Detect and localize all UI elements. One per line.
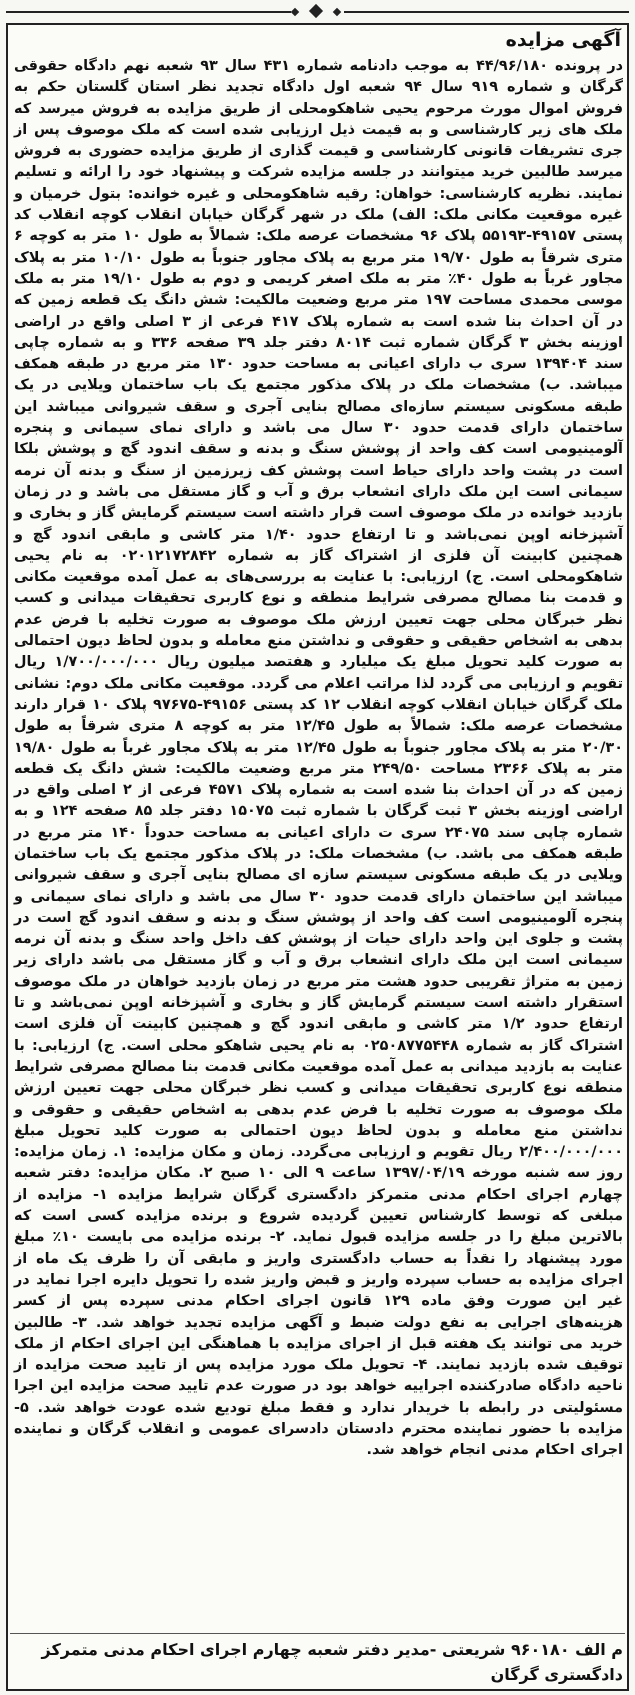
notice-body: در پرونده ۴۴/۹۶/۱۸۰ به موجب دادنامه شماره ۴۳۱ سال ۹۳ شعبه نهم دادگاه حقوقی گرگان و شماره ۹۱۹ سال ۹۴ شعبه اول دادگاه تجدید نظر استان گلستان حکم به فروش اموال مورث مرحوم یحیی شاهکومحلی از طریق مزایده به فروش میرسد که ملک های زیر کارشناسی و به قیمت ذیل ارزیابی شده است که ملک موصوف پس از جری تشریفات قانونی کارشناسی و قیمت گذاری از طریق مزایده حضوری به فروش میرسد طالبین خرید میتوانند در جلسه مزایده شرکت و پیشنهاد خود را ارائه و تسلیم نمایند. نظریه کارشناسی: خواهان: رقیه شاهکومحلی و غیره خوانده: بتول خرمیان و غیره موقعیت مکانی ملک: الف) ملک در شهر گرگان خیابان انقلاب کوچه انقلاب کد پستی ۴۹۱۵۷-۵۵۱۹۳ پلاک ۹۶ مشخصات عرصه ملک: شمالاً به طول ۱۰ متر به کوچه ۶ متری شرقاً به طول ۱۹/۷۰ متر مربع به پلاک مجاور جنوباً به طول ۱۰/۱۰ متر به پلاک مجاور غرباً به طول ۴۰٪ متر به ملک اصغر کریمی و دوم به طول ۱۹/۱۰ متر به ملک موسی محمدی مساحت ۱۹۷ متر مربع وضعیت مالکیت: شش دانگ یک قطعه زمین که در آن احداث بنا شده است به شماره پلاک ۴۱۷ فرعی از ۳ اصلی واقع در اراضی اوزینه بخش ۳ گرگان شماره ثبت ۸۰۱۴ دفتر جلد ۳۹ صفحه ۳۳۶ و به شماره چاپی سند ۱۳۹۴۰۴ سری ب دارای اعیانی به مساحت حدود ۱۳۰ متر مربع در طبقه همکف میباشد. ب) مشخصات ملک در پلاک مذکور مجتمع یک باب ساختمان ویلایی در یک طبقه مسکونی سیستم سازه‌ای مصالح بنایی آجری و سقف شیروانی میباشد این ساختمان دارای قدمت حدود ۳۰ سال می باشد و دارای نمای سیمانی و پنجره آلومینیومی است کف واحد از پوشش سنگ و بدنه و سقف اندود گچ و پوشش بلکا است در پشت واحد دارای حیاط است پوشش کف زیرزمین از سنگ و بدنه آن نرمه سیمانی است این ملک دارای انشعاب برق و آب و گاز مستقل می باشد و در زمان بازدید خوانده در ملک موصوف است قرار داشته است سیستم گرمایش گاز و بخاری و آشپزخانه اوپن نمی‌باشد و تا ارتفاع حدود ۱/۴۰ متر کاشی و مابقی اندود گچ و همچنین کابینت آن فلزی از اشتراک گاز به شماره ۰۲۰۱۲۱۷۲۸۴۲ به نام یحیی شاهکومحلی است. ج) ارزیابی: با عنایت به بررسی‌های به عمل آمده موقعیت مکانی و قدمت بنا مصالح مصرفی شرایط منطقه و نوع کاربری تحقیقات میدانی و کسب نظر خبرگان محلی جهت تعیین ارزش ملک موصوف به صورت تخلیه با فرض عدم بدهی به اشخاص حقیقی و حقوقی و نداشتن منع معامله و بدون لحاظ دیون احتمالی به صورت کلید تحویل مبلغ یک میلیارد و هفتصد میلیون ریال ۱/۷۰۰/۰۰۰/۰۰۰ ریال تقویم و ارزیابی می گردد لذا مراتب اعلام می گردد. موقعیت مکانی ملک دوم: نشانی ملک گرگان خیابان انقلاب کوچه انقلاب ۱۲ کد پستی ۴۹۱۵۶-۹۷۶۷۵ پلاک ۱۰ قرار دارند مشخصات عرصه ملک: شمالاً به طول ۱۲/۴۵ متر به کوچه ۸ متری شرقاً به طول ۲۰/۳۰ متر به پلاک مجاور جنوباً به طول ۱۲/۴۵ متر به پلاک مجاور غرباً به طول ۱۹/۸۰ متر به پلاک ۲۳۶۶ مساحت ۲۴۹/۵۰ متر مربع وضعیت مالکیت: شش دانگ یک قطعه زمین که در آن احداث بنا شده است به شماره پلاک ۴۵۷۱ فرعی از ۲ اصلی واقع در اراضی اوزینه بخش ۳ ثبت گرگان با شماره ثبت ۱۵۰۷۵ دفتر جلد ۸۵ صفحه ۱۲۴ و به شماره چاپی سند ۲۴۰۷۵ سری ت دارای اعیانی به مساحت حدوداً ۱۴۰ متر مربع در طبقه همکف می باشد. ب) مشخصات ملک: در پلاک مذکور مجتمع یک باب ساختمان ویلایی در یک طبقه مسکونی سیستم سازه ای مصالح بنایی آجری و سقف شیروانی میباشد این ساختمان دارای قدمت حدود ۳۰ سال می باشد و دارای نمای سیمانی و پنجره آلومینیومی است کف واحد از پوشش سنگ و بدنه و سقف اندود گچ است در پشت و جلوی این واحد دارای حیات از پوشش کف داخل واحد سنگ و بدنه آن نرمه سیمانی است این ملک دارای انشعاب برق و آب و گاز مستقل می باشد دارای زیر زمین به متراژ تقریبی حدود هشت متر مربع در زمان بازدید خواهان در ملک موصوف استقرار داشته است سیستم گرمایش گاز و بخاری و آشپزخانه اوپن نمی‌باشد و تا ارتفاع حدود ۱/۲ متر کاشی و مابقی اندود گچ و همچنین کابینت آن فلزی است اشتراک گاز به شماره ۰۲۵۰۸۷۷۵۴۴۸ به نام یحیی شاهکو محلی است. ج) ارزیابی: با عنایت به بازدید میدانی به عمل آمده موقعیت مکانی قدمت بنا مصالح مصرفی شرایط منطقه نوع کاربری تحقیقات میدانی و کسب نظر خبرگان محلی جهت تعیین ارزش ملک موصوف به صورت تخلیه با فرض عدم بدهی به اشخاص حقیقی و حقوقی و نداشتن منع معامله و بدون لحاظ دیون احتمالی به صورت کلید تحویل مبلغ ۲/۴۰۰/۰۰۰/۰۰۰ ریال تقویم و ارزیابی می‌گردد. زمان و مکان مزایده: ۱. زمان مزایده: روز سه شنبه مورخه ۱۳۹۷/۰۴/۱۹ ساعت ۹ الی ۱۰ صبح ۲. مکان مزایده: دفتر شعبه چهارم اجرای احکام مدنی متمرکز دادگستری گرگان شرایط مزایده ۱- مزایده از مبلغی که توسط کارشناس تعیین گردیده شروع و برنده مزایده کسی است که بالاترین مبلغ را در جلسه مزایده قبول نماید. ۲- برنده مزایده می بایست ۱۰٪ مبلغ مورد پیشنهاد را نقداً به حساب دادگستری واریز و مابقی آن را ظرف یک ماه از اجرای مزایده به حساب سپرده واریز و قبض واریز شده را تحویل دایره اجرا نماید در غیر این صورت وفق ماده ۱۲۹ قانون اجرای احکام مدنی سپرده پس از کسر هزینه‌های اجرایی به نفع دولت ضبط و آگهی مزایده تجدید خواهد شد. ۳- طالبین خرید می توانند یک هفته قبل از اجرای مزایده با هماهنگی این اجرای احکام از ملک توقیف شده بازدید نمایند. ۴- تحویل ملک مورد مزایده پس از تایید صحت مزایده از ناحیه دادگاه صادرکننده اجراییه خواهد بود در صورت عدم تایید صحت مزایده این اجرا مسئولیتی در رابطه با خریدار ندارد و فقط مبلغ تودیع شده عودت خواهد شد. ۵- مزایده با حضور نماینده محترم دادستان دادسرای عمومی و انقلاب گرگان و نماینده اجرای احکام مدنی انجام خواهد شد. — [14, 58, 624, 1459]
ornament-rule-left — [6, 11, 291, 13]
ornament-dot-left — [291, 8, 299, 16]
ornament-diamond-icon — [309, 4, 323, 18]
signature-divider — [10, 1633, 625, 1634]
notice-signature: م الف ۹۶۰۱۸۰ شریعتی -مدیر دفتر شعبه چهارم اجرای احکام مدنی متمرکز دادگستری گرگان — [41, 1640, 623, 1684]
notice-title: آگهی مزایده — [505, 29, 621, 51]
ornament-dot-right — [333, 8, 341, 16]
ornament-rule-right — [344, 11, 629, 13]
